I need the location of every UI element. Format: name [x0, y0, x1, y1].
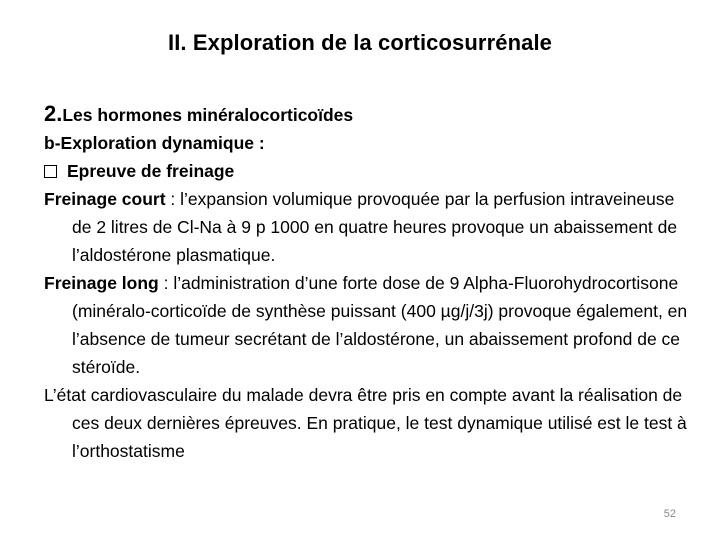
conclusion-text: L’état cardiovasculaire du malade devra être pris en compte avant la réalisation de ces deux dernières épreuves. En pratique, le test dynamique utilisé est le test à l’orthostatisme — [44, 385, 687, 461]
subsection-heading: b-Exploration dynamique : — [44, 133, 265, 153]
paragraph-freinage-court — [44, 185, 694, 269]
section-heading — [44, 100, 694, 129]
section-number: 2. — [44, 101, 63, 126]
freinage-long-text: : l’administration d’une forte dose de 9 Alpha-Fluorohydrocortisone (minéralo-corticoïde de synthèse puissant (400 µg/j/3j) provoque également, en l’absence de tumeur secrétant de l’aldostérone, un abaissement profond de ce stéroïde. — [72, 273, 688, 377]
slide-title: II. Exploration de la corticosurrénale — [167, 30, 553, 55]
bullet-item — [44, 157, 694, 185]
checkbox-bullet-icon — [44, 165, 57, 178]
freinage-court-text: : l’expansion volumique provoquée par la perfusion intraveineuse de 2 litres de Cl-Na à 9 p 1000 en quatre heures provoque un abaissement de l’aldostérone plasmatique. — [72, 189, 678, 265]
freinage-court-label: Freinage court — [44, 189, 166, 209]
freinage-long-label: Freinage long — [44, 273, 159, 293]
section-title: Les hormones minéralocorticoïdes — [62, 105, 354, 125]
page-number: 52 — [663, 508, 676, 520]
slide-content — [44, 100, 694, 465]
paragraph-conclusion — [44, 381, 694, 465]
bullet-text: Epreuve de freinage — [67, 161, 235, 181]
paragraph-freinage-long — [44, 269, 694, 381]
